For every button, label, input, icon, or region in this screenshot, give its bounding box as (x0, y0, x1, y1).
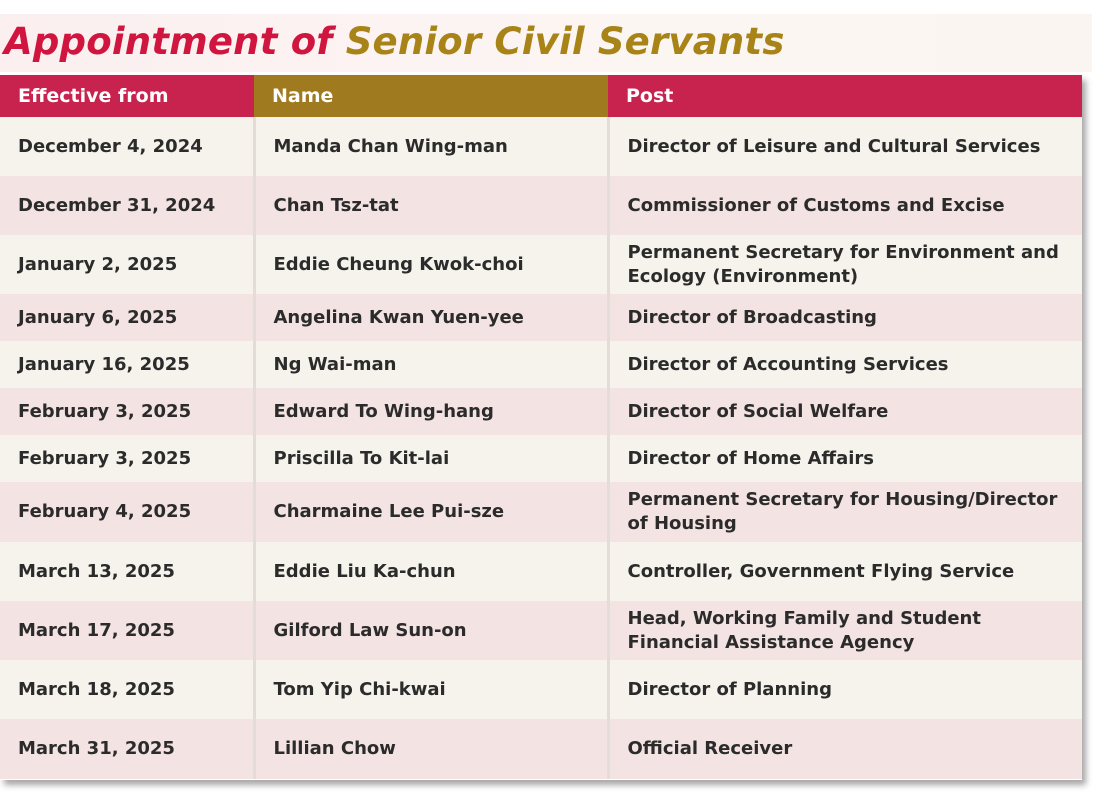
cell-post: Official Receiver (608, 719, 1082, 779)
header-name: Name (254, 75, 608, 117)
table-row (0, 660, 1082, 719)
cell-date: January 16, 2025 (0, 341, 254, 388)
cell-name: Angelina Kwan Yuen-yee (254, 294, 608, 341)
page-title (4, 16, 785, 68)
table-row (0, 388, 1082, 435)
cell-post: Director of Broadcasting (608, 294, 1082, 341)
cell-name: Lillian Chow (254, 719, 608, 779)
cell-name: Ng Wai-man (254, 341, 608, 388)
cell-name: Eddie Liu Ka-chun (254, 542, 608, 601)
cell-name: Gilford Law Sun-on (254, 601, 608, 660)
cell-name: Tom Yip Chi-kwai (254, 660, 608, 719)
table-row (0, 719, 1082, 779)
header-row (0, 75, 1082, 117)
cell-date: February 3, 2025 (0, 435, 254, 482)
cell-date: February 3, 2025 (0, 388, 254, 435)
cell-date: December 31, 2024 (0, 176, 254, 235)
appointments-table (0, 75, 1082, 779)
cell-date: March 31, 2025 (0, 719, 254, 779)
cell-name: Chan Tsz-tat (254, 176, 608, 235)
cell-name: Charmaine Lee Pui-sze (254, 482, 608, 542)
cell-date: March 17, 2025 (0, 601, 254, 660)
cell-post: Director of Leisure and Cultural Services (608, 117, 1082, 176)
cell-post: Director of Accounting Services (608, 341, 1082, 388)
cell-name: Edward To Wing-hang (254, 388, 608, 435)
cell-post: Director of Home Affairs (608, 435, 1082, 482)
table-body (0, 117, 1082, 779)
table-row (0, 482, 1082, 542)
appointments-table-container (0, 75, 1082, 780)
title-part-2: Senior Civil Servants (345, 20, 785, 63)
cell-date: December 4, 2024 (0, 117, 254, 176)
cell-name: Manda Chan Wing-man (254, 117, 608, 176)
cell-post: Permanent Secretary for Environment and Ecology (Environment) (608, 235, 1082, 294)
cell-post: Controller, Government Flying Service (608, 542, 1082, 601)
cell-date: March 18, 2025 (0, 660, 254, 719)
cell-name: Eddie Cheung Kwok-choi (254, 235, 608, 294)
cell-date: March 13, 2025 (0, 542, 254, 601)
table-row (0, 601, 1082, 660)
header-post: Post (608, 75, 1082, 117)
cell-post: Director of Social Welfare (608, 388, 1082, 435)
cell-date: January 2, 2025 (0, 235, 254, 294)
cell-date: January 6, 2025 (0, 294, 254, 341)
table-row (0, 176, 1082, 235)
table-header (0, 75, 1082, 117)
header-effective-from: Effective from (0, 75, 254, 117)
table-row (0, 435, 1082, 482)
cell-post: Commissioner of Customs and Excise (608, 176, 1082, 235)
table-row (0, 117, 1082, 176)
cell-date: February 4, 2025 (0, 482, 254, 542)
table-row (0, 294, 1082, 341)
cell-post: Director of Planning (608, 660, 1082, 719)
table-row (0, 341, 1082, 388)
cell-post: Permanent Secretary for Housing/Director of Housing (608, 482, 1082, 542)
cell-post: Head, Working Family and Student Financial Assistance Agency (608, 601, 1082, 660)
title-part-1: Appointment of (4, 20, 346, 63)
table-row (0, 235, 1082, 294)
table-row (0, 542, 1082, 601)
cell-name: Priscilla To Kit-lai (254, 435, 608, 482)
